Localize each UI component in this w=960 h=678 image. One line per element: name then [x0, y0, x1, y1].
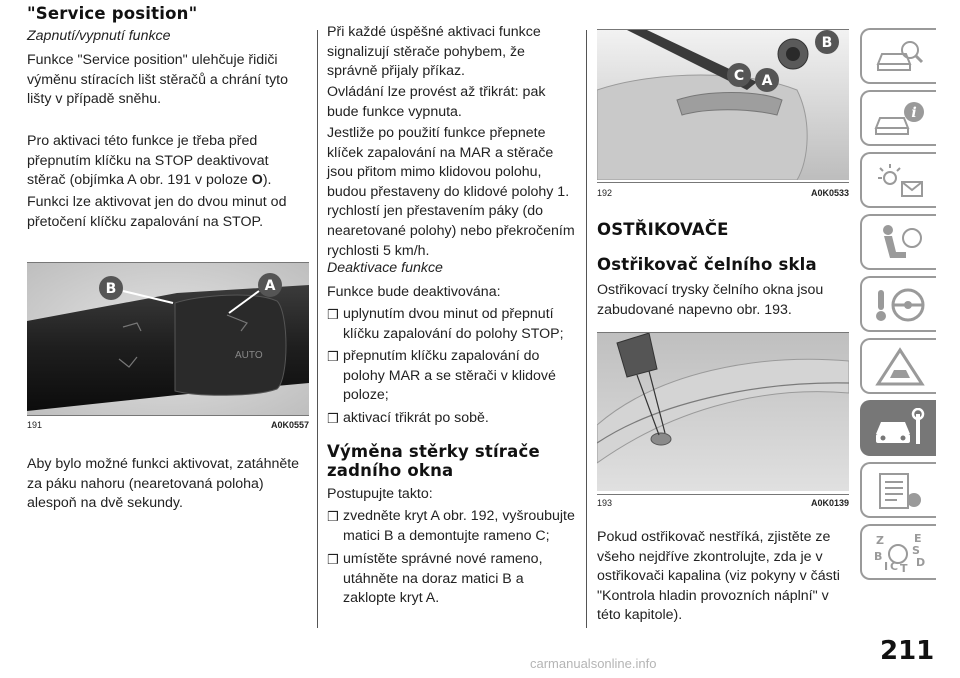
paragraph: Jestliže po použití funkce přepnete klíček zapalování na MAR a stěrače jsou přitom mimo klidovou polohu, budou přestaveny do klidové polohy 1. rychlostí jen přestavením páky (do nearetované polohy) nebo překročením rychlosti 5 km/h. — [327, 125, 575, 259]
rear-wiper-illustration — [597, 30, 849, 180]
column-divider — [317, 30, 318, 628]
paragraph: Funkci lze aktivovat jen do dvou minut od přetočení klíčku zapalování na STOP. — [27, 194, 287, 230]
tab-warning-lights[interactable] — [860, 152, 936, 208]
column-divider — [586, 30, 587, 628]
subheading-activation: Zapnutí/vypnutí funkce — [27, 28, 171, 44]
car-info-icon — [872, 98, 928, 140]
svg-text:S: S — [912, 544, 920, 557]
subheading-deactivation: Deaktivace funkce — [327, 260, 443, 276]
paragraph: Ovládání lze provést až třikrát: pak bude funkce vypnuta. — [327, 84, 546, 120]
svg-text:I: I — [884, 560, 889, 573]
airbag-seat-icon — [872, 222, 928, 264]
tab-car-search[interactable] — [860, 28, 936, 84]
tab-technical-data[interactable] — [860, 462, 936, 518]
svg-text:E: E — [914, 532, 922, 545]
wiper-stalk-illustration — [27, 263, 309, 415]
tab-emergency[interactable] — [860, 338, 936, 394]
callout-a-label: A — [264, 278, 276, 294]
paragraph: Postupujte takto: — [327, 486, 433, 502]
tab-starting-driving[interactable] — [860, 276, 936, 332]
paragraph: Aby bylo možné funkci aktivovat, zatáhněte za páku nahoru (nearetovaná poloha) alespoň na dvě sekundy. — [27, 456, 300, 512]
watermark-text: carmanualsonline.info — [530, 656, 657, 671]
tab-index[interactable] — [860, 524, 936, 580]
paragraph: Při každé úspěšné aktivaci funkce signalizují stěrače pohybem, že správně přijaly příkaz. — [327, 24, 541, 80]
figure-number: 193 — [597, 498, 613, 508]
key-steering-wheel-icon — [872, 284, 928, 326]
list-item: ❒ uplynutím dvou minut od přepnutí klíčku zapalování do polohy STOP; — [327, 306, 564, 342]
svg-text:i: i — [911, 105, 917, 121]
list-item: ❒ přepnutím klíčku zapalování do polohy MAR a se stěrači v klidové poloze; — [327, 348, 556, 404]
paragraph: Funkce bude deaktivována: — [327, 284, 501, 300]
figure-code: A0K0139 — [810, 498, 849, 508]
figure-193 — [597, 332, 849, 515]
svg-text:A: A — [761, 73, 773, 89]
figure-192 — [597, 29, 849, 205]
car-search-icon — [872, 36, 928, 78]
tab-car-info[interactable] — [860, 90, 936, 146]
tab-maintenance[interactable] — [860, 400, 936, 456]
figure-number: 192 — [597, 188, 613, 198]
callout-b-label: B — [105, 281, 117, 297]
svg-text:C: C — [890, 560, 899, 573]
figure-number: 191 — [27, 420, 43, 430]
figure-191 — [27, 262, 309, 437]
list-item: ❒ aktivací třikrát po sobě. — [327, 409, 489, 426]
svg-text:Z: Z — [876, 534, 884, 547]
svg-text:B: B — [874, 550, 883, 563]
svg-text:T: T — [900, 562, 908, 574]
paragraph: Funkce "Service position" ulehčuje řidiči výměnu stíracích lišt stěračů a chrání tyto lišty v případě sněhu. — [27, 52, 288, 108]
chapter-tabs — [860, 28, 944, 586]
section-heading-windscreen-washer: Ostřikovač čelního skla — [597, 255, 817, 274]
figure-code: A0K0533 — [810, 188, 849, 198]
paragraph: Pro aktivaci této funkce je třeba před přepnutím klíčku na STOP deaktivovat stěrač (objímka A obr. 191 v poloze O). — [27, 133, 272, 189]
page-number: 211 — [880, 636, 935, 666]
alphabet-index-icon — [872, 532, 928, 574]
figure-code: A0K0557 — [270, 420, 309, 430]
list-item: ❒ zvedněte kryt A obr. 192, vyšroubujte matici B a demontujte rameno C; — [327, 508, 575, 544]
position-symbol: O — [251, 172, 263, 189]
warning-lights-icon — [872, 160, 928, 202]
list-item: ❒ umístěte správné nové rameno, utáhněte na doraz matici B a zaklopte kryt A. — [327, 551, 543, 607]
road-warning-icon — [872, 346, 928, 388]
specs-list-icon — [872, 470, 928, 512]
svg-text:C: C — [733, 68, 745, 84]
svg-text:B: B — [821, 35, 833, 51]
car-tools-icon — [872, 408, 928, 450]
washer-nozzle-illustration — [597, 333, 849, 491]
section-heading-rear-wiper: Výměna stěrky stírače zadního okna — [327, 442, 540, 480]
bullet-list-procedure — [327, 507, 577, 609]
auto-label: AUTO — [235, 350, 263, 361]
tab-airbag[interactable] — [860, 214, 936, 270]
svg-text:D: D — [916, 556, 926, 569]
section-heading-washers: OSTŘIKOVAČE — [597, 220, 729, 239]
section-heading-service-position: "Service position" — [27, 4, 198, 23]
paragraph: Pokud ostřikovač nestříká, zjistěte ze všeho nejdříve zkontrolujte, zda je v ostřikovači kapalina (viz pokyny v části "Kontrola hladin provozních náplní" v této kapitole). — [597, 529, 840, 624]
bullet-list-deactivation — [327, 305, 577, 429]
paragraph: Ostřikovací trysky čelního okna jsou zabudované napevno obr. 193. — [597, 282, 824, 318]
